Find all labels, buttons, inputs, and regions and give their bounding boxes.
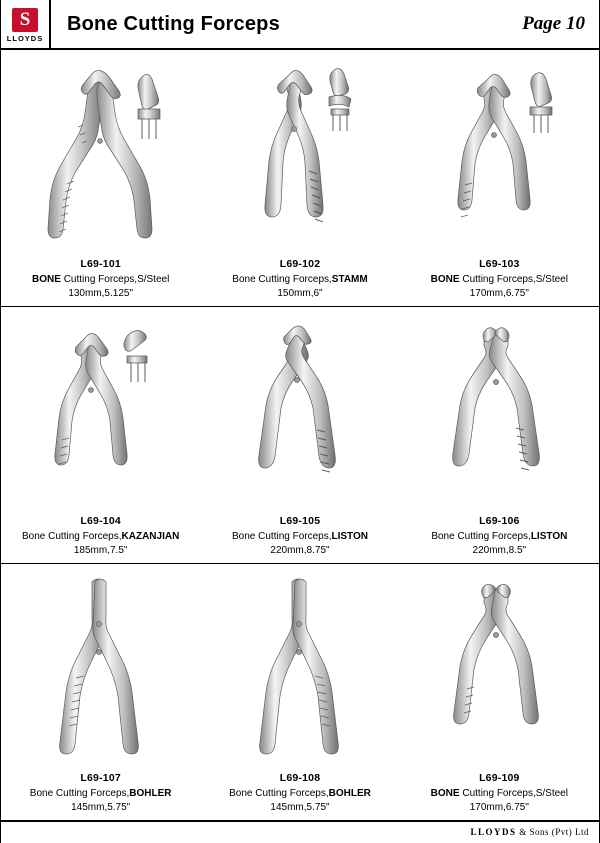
desc-rest: Cutting Forceps,S/Steel xyxy=(459,274,568,285)
desc-tail: LISTON xyxy=(331,531,368,542)
product-caption xyxy=(1,257,200,300)
product-row xyxy=(1,50,599,307)
product-code: L69-106 xyxy=(479,514,520,527)
product-image-l69-102 xyxy=(200,50,399,257)
desc-tail: BOHLER xyxy=(328,788,371,799)
product-code: L69-105 xyxy=(279,514,321,527)
desc-rest: Bone Cutting Forceps, xyxy=(232,531,332,542)
desc-rest: Cutting Forceps,S/Steel xyxy=(60,274,170,285)
product-code: L69-102 xyxy=(279,257,321,270)
logo-wordmark: LLOYDS xyxy=(6,33,44,43)
product-size: 150mm,6" xyxy=(277,287,323,299)
product-image-l69-101 xyxy=(1,50,200,257)
product-caption xyxy=(200,514,399,557)
logo-icon: S xyxy=(12,8,38,32)
product-image-l69-108 xyxy=(200,564,399,771)
product-description xyxy=(1,530,200,544)
product-image-l69-106 xyxy=(400,307,599,514)
product-caption xyxy=(400,514,599,557)
desc-tail: STAMM xyxy=(331,274,368,285)
product-code: L69-108 xyxy=(279,771,321,784)
product-size: 170mm,6.75" xyxy=(469,287,529,299)
product-caption xyxy=(400,771,599,814)
product-description xyxy=(400,530,599,544)
product-cell xyxy=(400,50,599,306)
desc-lead: BONE xyxy=(430,274,460,285)
footer-brand-name: LLOYDS xyxy=(470,826,517,837)
product-image-l69-107 xyxy=(1,564,200,771)
product-image-l69-103 xyxy=(400,50,599,257)
desc-rest: Bone Cutting Forceps, xyxy=(22,531,122,542)
product-cell xyxy=(1,50,200,306)
product-description xyxy=(200,787,399,801)
product-description xyxy=(1,273,200,287)
product-row xyxy=(1,564,599,820)
product-size: 145mm,5.75" xyxy=(71,801,131,813)
product-code: L69-109 xyxy=(479,771,520,784)
product-cell xyxy=(400,564,599,820)
product-code: L69-107 xyxy=(80,771,121,784)
product-row xyxy=(1,307,599,564)
product-description xyxy=(200,273,399,287)
page-number: Page 10 xyxy=(522,13,585,34)
footer-brand-suffix: & Sons (Pvt) Ltd xyxy=(516,826,589,837)
product-size: 145mm,5.75" xyxy=(270,801,330,813)
desc-rest: Bone Cutting Forceps, xyxy=(232,274,332,285)
product-size: 130mm,5.125" xyxy=(68,287,134,299)
product-cell xyxy=(200,307,399,563)
desc-rest: Bone Cutting Forceps, xyxy=(431,531,531,542)
product-code: L69-101 xyxy=(80,257,121,270)
product-size: 170mm,6.75" xyxy=(469,801,529,813)
product-caption xyxy=(200,257,399,300)
product-caption xyxy=(200,771,399,814)
desc-tail: KAZANJIAN xyxy=(121,531,180,542)
page-footer xyxy=(1,820,599,841)
product-description xyxy=(200,530,399,544)
product-size: 220mm,8.5" xyxy=(472,544,527,556)
desc-rest: Cutting Forceps,S/Steel xyxy=(459,788,568,799)
product-image-l69-109 xyxy=(400,564,599,771)
page-title: Bone Cutting Forceps xyxy=(67,12,280,35)
desc-lead: BONE xyxy=(32,274,61,285)
product-description xyxy=(1,787,200,801)
product-cell xyxy=(200,50,399,306)
product-image-l69-105 xyxy=(200,307,399,514)
product-description xyxy=(400,787,599,801)
desc-rest: Bone Cutting Forceps, xyxy=(29,788,130,799)
page-header xyxy=(1,0,599,50)
product-cell xyxy=(200,564,399,820)
desc-tail: BOHLER xyxy=(129,788,172,799)
product-description xyxy=(400,273,599,287)
product-code: L69-103 xyxy=(479,257,520,270)
product-size: 220mm,8.75" xyxy=(270,544,330,556)
brand-logo xyxy=(1,0,51,48)
product-image-l69-104 xyxy=(1,307,200,514)
desc-tail: LISTON xyxy=(530,531,568,542)
desc-rest: Bone Cutting Forceps, xyxy=(229,788,329,799)
product-caption xyxy=(1,771,200,814)
product-cell xyxy=(400,307,599,563)
product-grid xyxy=(1,50,599,820)
product-size: 185mm,7.5" xyxy=(73,544,128,556)
product-caption xyxy=(400,257,599,300)
product-cell xyxy=(1,564,200,820)
footer-brand xyxy=(470,827,589,837)
product-code: L69-104 xyxy=(80,514,121,527)
desc-lead: BONE xyxy=(430,788,460,799)
product-cell xyxy=(1,307,200,563)
product-caption xyxy=(1,514,200,557)
